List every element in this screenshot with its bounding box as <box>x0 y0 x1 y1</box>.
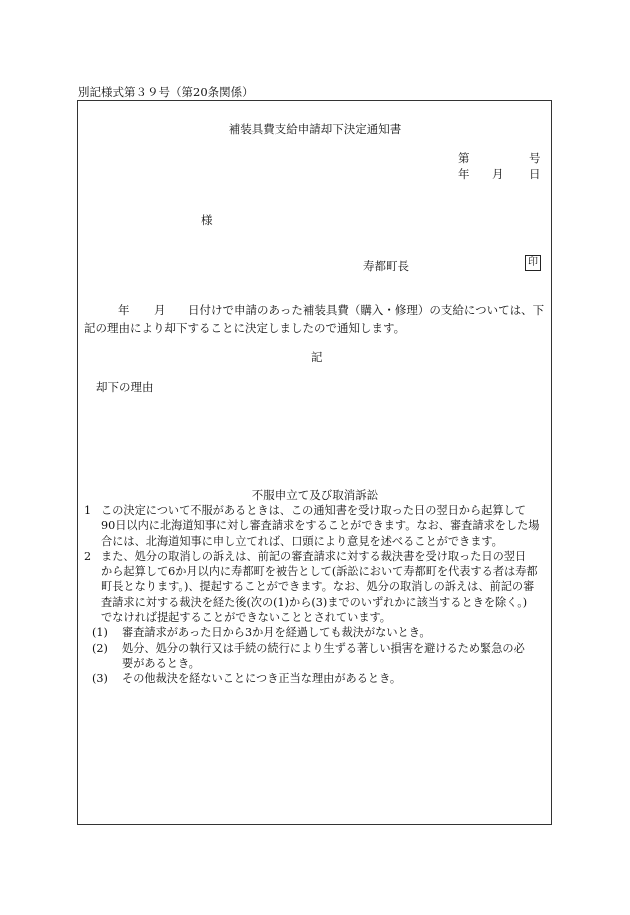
notice-sub-item-3-text: その他裁決を経ないことにつき正当な理由があるとき。 <box>122 672 402 686</box>
application-date-month-label: 月 <box>154 303 166 317</box>
issue-date-month-label: 月 <box>492 167 504 181</box>
body-text-line-2: 記の理由により却下することに決定しましたので通知します。 <box>84 321 406 335</box>
notice-sub-item-3-number: (3) <box>92 672 108 686</box>
appeal-notice <box>84 503 552 687</box>
sender-name: 寿都町長 <box>363 259 409 273</box>
application-date-year-label: 年 <box>118 303 130 317</box>
appeal-notice-title: 不服申立て及び取消訴訟 <box>251 488 379 502</box>
notice-item-2-line-5: でなければ提起することができないこととされています。 <box>101 611 391 625</box>
seal-mark: 印 <box>525 255 541 271</box>
notice-item-1 <box>84 503 552 518</box>
notice-item-2-number: 2 <box>84 549 92 563</box>
notice-item-2-line-3: 町長となります。)、提起することができます。なお、処分の取消しの訴えは、前記の審 <box>101 580 535 594</box>
addressee-honorific: 様 <box>201 213 213 227</box>
notice-sub-item-2-line-2: 要があるとき。 <box>122 656 200 670</box>
ki-heading: 記 <box>311 350 323 364</box>
notice-item-2-line-4: 査請求に対する裁決を経た後(次の(1)から(3)までのいずれかに該当するときを除く。) <box>101 595 528 609</box>
notice-item-2 <box>84 549 552 564</box>
notice-sub-item-1-number: (1) <box>92 626 108 640</box>
notice-sub-item-2-line-1: 処分、処分の執行又は手続の続行により生ずる著しい損害を避けるため緊急の必 <box>122 641 525 655</box>
notice-sub-item-3 <box>84 671 552 686</box>
notice-sub-item-1 <box>84 625 552 640</box>
notice-sub-item-2-number: (2) <box>92 641 108 655</box>
issue-date-day-label: 日 <box>529 167 541 181</box>
rejection-reason-label: 却下の理由 <box>96 380 154 394</box>
notice-item-1-line-1: この決定について不服があるときは、この通知書を受け取った日の翌日から起算して <box>101 504 526 517</box>
document-title: 補装具費支給申請却下決定通知書 <box>228 122 402 136</box>
notice-item-2-line-2: から起算して6か月以内に寿都町を被告として(訴訟において寿都町を代表する者は寿都 <box>101 565 538 579</box>
form-number-header: 別記様式第３９号（第20条関係） <box>78 85 254 99</box>
notice-sub-item-1-text: 審査請求があった日から3か月を経過しても裁決がないとき。 <box>122 626 431 640</box>
form-frame <box>77 100 552 825</box>
notice-sub-item-2 <box>84 641 552 656</box>
notice-item-2-line-1: また、処分の取消しの訴えは、前記の審査請求に対する裁決書を受け取った日の翌日 <box>101 549 527 563</box>
number-suffix: 号 <box>529 151 541 165</box>
notice-item-1-number: 1 <box>84 504 92 517</box>
notice-item-1-line-3: 合には、北海道知事に申し立てれば、口頭により意見を述べることができます。 <box>101 534 503 548</box>
number-prefix: 第 <box>458 151 470 165</box>
issue-date-year-label: 年 <box>458 167 470 181</box>
notice-item-1-line-2: 90日以内に北海道知事に対し審査請求をすることができます。なお、審査請求をした場 <box>101 519 540 533</box>
body-text-line-1: 日付けで申請のあった補装具費（購入・修理）の支給については、下 <box>188 303 545 317</box>
